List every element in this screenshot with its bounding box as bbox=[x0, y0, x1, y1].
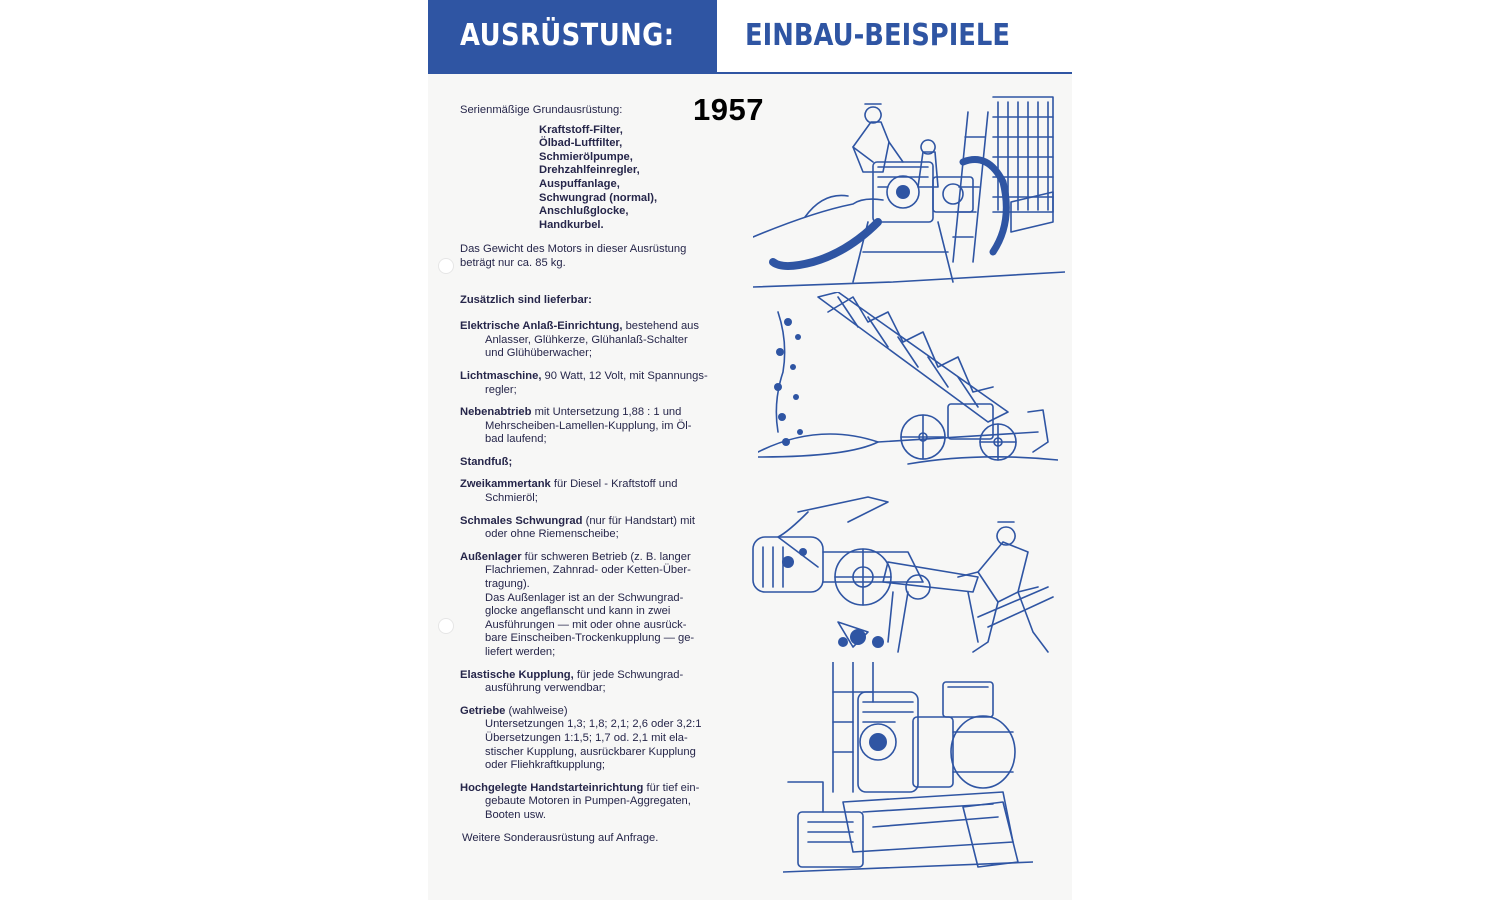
extras-line bbox=[460, 705, 744, 719]
extras-description: regler; bbox=[485, 383, 517, 396]
brochure-page bbox=[428, 0, 1072, 900]
extras-description: 90 Watt, 12 Volt, mit Spannungs- bbox=[541, 369, 708, 382]
extras-term: Hochgelegte Handstarteinrichtung bbox=[460, 781, 644, 794]
extras-line bbox=[460, 809, 744, 823]
list-item: Ölbad-Luftfilter, bbox=[539, 137, 623, 150]
list-item: Kraftstoff-Filter, bbox=[539, 123, 623, 136]
extras-line bbox=[460, 795, 744, 809]
extras-heading: Zusätzlich sind lieferbar: bbox=[460, 293, 592, 306]
extras-item bbox=[460, 370, 744, 397]
extras-item bbox=[460, 456, 744, 470]
weight-note: beträgt nur ca. 85 kg. bbox=[460, 256, 566, 269]
extras-line bbox=[460, 592, 744, 606]
extras-item bbox=[460, 551, 744, 660]
extras-description: Mehrscheiben-Lamellen-Kupplung, im Öl- bbox=[485, 419, 692, 432]
extras-description: oder Fliehkraftkupplung; bbox=[485, 759, 606, 772]
footer-note: Weitere Sonderausrüstung auf Anfrage. bbox=[462, 831, 659, 844]
extras-line bbox=[460, 478, 744, 492]
list-item: Auspuffanlage, bbox=[539, 177, 620, 190]
extras-item bbox=[460, 320, 744, 361]
extras-term: Lichtmaschine, bbox=[460, 369, 542, 382]
conveyor-illustration bbox=[758, 292, 1058, 472]
extras-description: stischer Kupplung, ausrückbarer Kupplung bbox=[485, 745, 696, 758]
list-item: Anschlußglocke, bbox=[539, 205, 629, 218]
extras-description: gebaute Motoren in Pumpen-Aggregaten, bbox=[485, 795, 691, 808]
extras-description: Booten usw. bbox=[485, 808, 546, 821]
list-item: Schwungrad (normal), bbox=[539, 191, 658, 204]
weight-note: Das Gewicht des Motors in dieser Ausrüstung bbox=[460, 243, 687, 256]
extras-description: Flachriemen, Zahnrad- oder Ketten-Über- bbox=[485, 564, 691, 577]
extras-description: Das Außenlager ist an der Schwungrad- bbox=[485, 591, 684, 604]
extras-item bbox=[460, 669, 744, 696]
extras-description: mit Untersetzung 1,88 : 1 und bbox=[531, 406, 682, 419]
extras-description: bad laufend; bbox=[485, 433, 547, 446]
extras-line bbox=[460, 320, 744, 334]
extras-item bbox=[460, 515, 744, 542]
extras-line bbox=[460, 578, 744, 592]
list-item: Schmierölpumpe, bbox=[539, 150, 633, 163]
extras-description: tragung). bbox=[485, 578, 530, 591]
header-right-band bbox=[717, 0, 1072, 74]
extras-description: (wahlweise) bbox=[505, 704, 568, 717]
header-right-title: EINBAU-BEISPIELE bbox=[745, 18, 1010, 53]
extras-line bbox=[460, 646, 744, 660]
extras-line bbox=[460, 782, 744, 796]
extras-description: für tief ein- bbox=[643, 781, 700, 794]
extras-description: bestehend aus bbox=[622, 320, 699, 333]
extras-line bbox=[460, 515, 744, 529]
punch-hole bbox=[438, 618, 454, 634]
list-item: Handkurbel. bbox=[539, 218, 604, 231]
extras-line bbox=[460, 420, 744, 434]
extras-description: für schweren Betrieb (z. B. langer bbox=[521, 550, 691, 563]
extras-item bbox=[460, 705, 744, 773]
extras-line bbox=[460, 759, 744, 773]
extras-item bbox=[460, 478, 744, 505]
extras-line bbox=[460, 334, 744, 348]
extras-term: Zweikammertank bbox=[460, 478, 551, 491]
extras-description: Anlasser, Glühkerze, Glühanlaß-Schalter bbox=[485, 333, 688, 346]
extras-line bbox=[460, 551, 744, 565]
standard-heading: Serienmäßige Grundausrüstung: bbox=[460, 104, 623, 116]
extras-line bbox=[460, 433, 744, 447]
extras-line bbox=[460, 384, 744, 398]
extras-line bbox=[460, 406, 744, 420]
extras-term: Getriebe bbox=[460, 704, 506, 717]
extras-description: glocke angeflanscht und kann in zwei bbox=[485, 605, 671, 618]
extras-term: Schmales Schwungrad bbox=[460, 514, 583, 527]
extras-line bbox=[460, 746, 744, 760]
list-item: Drehzahlfeinregler, bbox=[539, 164, 640, 177]
equipment-text bbox=[460, 104, 744, 845]
extras-description: ausführung verwendbar; bbox=[485, 682, 606, 695]
extras-description: liefert werden; bbox=[485, 646, 556, 658]
extras-line bbox=[460, 564, 744, 578]
extras-line bbox=[460, 605, 744, 619]
year-label: 1957 bbox=[693, 92, 764, 127]
tractor-illustration bbox=[748, 492, 1058, 667]
extras-description: und Glühüberwacher; bbox=[485, 347, 592, 360]
extras-list bbox=[460, 320, 744, 822]
extras-item bbox=[460, 782, 744, 823]
punch-hole bbox=[438, 258, 454, 274]
extras-line bbox=[460, 347, 744, 361]
extras-line bbox=[460, 682, 744, 696]
extras-description: (nur für Handstart) mit bbox=[582, 514, 696, 527]
extras-line bbox=[460, 370, 744, 384]
standard-list bbox=[460, 124, 744, 233]
extras-line bbox=[460, 718, 744, 732]
pump-illustration bbox=[753, 92, 1065, 298]
extras-term: Außenlager bbox=[460, 550, 522, 563]
engine-installation-illustration bbox=[783, 662, 1033, 884]
extras-line bbox=[460, 669, 744, 683]
extras-line bbox=[460, 492, 744, 506]
extras-description: Untersetzungen 1,3; 1,8; 2,1; 2,6 oder 3,2:1 bbox=[485, 718, 702, 731]
extras-line bbox=[460, 456, 744, 470]
extras-term: Nebenabtrieb bbox=[460, 406, 532, 419]
extras-item bbox=[460, 406, 744, 447]
extras-line bbox=[460, 632, 744, 646]
extras-term: Standfuß; bbox=[460, 455, 513, 468]
extras-description: Übersetzungen 1:1,5; 1,7 od. 2,1 mit ela- bbox=[485, 731, 688, 744]
extras-description: Schmieröl; bbox=[485, 492, 538, 505]
extras-line bbox=[460, 528, 744, 542]
extras-term: Elastische Kupplung, bbox=[460, 668, 574, 681]
extras-line bbox=[460, 619, 744, 633]
extras-description: bare Einscheiben-Trockenkupplung — ge- bbox=[485, 632, 695, 645]
extras-description: oder ohne Riemenscheibe; bbox=[485, 528, 619, 541]
extras-description: Ausführungen — mit oder ohne ausrück- bbox=[485, 618, 687, 631]
extras-term: Elektrische Anlaß-Einrichtung, bbox=[460, 320, 623, 333]
extras-description: für jede Schwungrad- bbox=[573, 668, 684, 681]
extras-description: für Diesel - Kraftstoff und bbox=[550, 478, 678, 491]
extras-line bbox=[460, 732, 744, 746]
header-left-title: AUSRÜSTUNG: bbox=[460, 18, 675, 53]
header-left-band bbox=[428, 0, 717, 74]
